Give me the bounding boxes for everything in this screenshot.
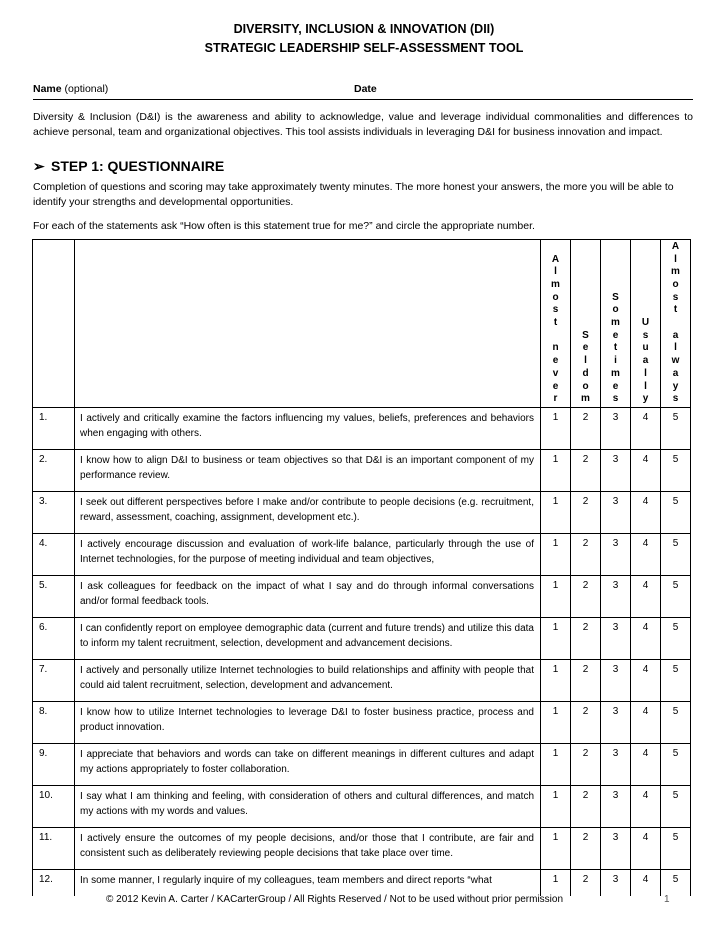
completion-paragraph: Completion of questions and scoring may take approximately twenty minutes. The more honest your answers, the more you will be able to identify your strengths and developmental opportunities.	[33, 181, 674, 208]
header-letter: r	[553, 393, 558, 405]
statement-number: 1.	[33, 408, 75, 450]
statement-text: I can confidently report on employee demographic data (current and future trends) and utilize this data to inform my talent recruitment, selection, development and advancement decisions.	[75, 618, 541, 660]
header-letter: o	[672, 278, 679, 290]
questionnaire-table	[32, 239, 691, 896]
score-option-5[interactable]: 5	[661, 702, 691, 744]
arrow-bullet-icon: ➢	[33, 158, 45, 174]
table-row	[33, 450, 691, 492]
score-option-4[interactable]: 4	[631, 786, 661, 828]
header-letter	[541, 330, 570, 343]
step-title: STEP 1: QUESTIONNAIRE	[51, 158, 225, 174]
score-option-3[interactable]: 3	[601, 870, 631, 897]
header-letter: m	[581, 393, 590, 405]
step-heading	[33, 158, 224, 175]
score-option-4[interactable]: 4	[631, 828, 661, 870]
header-letter: A	[671, 240, 680, 252]
header-letter: u	[642, 342, 649, 354]
header-letter	[661, 317, 690, 330]
header-statement-cell	[75, 240, 541, 408]
header-letter: s	[612, 393, 619, 405]
header-letter: s	[672, 291, 679, 303]
document-title: DIVERSITY, INCLUSION & INNOVATION (DII)	[233, 22, 495, 36]
statement-text: I say what I am thinking and feeling, with consideration of others and cultural differences, and match my actions with my words and values.	[75, 786, 541, 828]
header-num-cell	[33, 240, 75, 408]
header-letter: t	[673, 304, 678, 316]
score-option-2[interactable]: 2	[571, 576, 601, 618]
header-letter: e	[612, 329, 619, 341]
score-option-3[interactable]: 3	[601, 786, 631, 828]
score-option-1[interactable]: 1	[541, 618, 571, 660]
score-option-5[interactable]: 5	[661, 660, 691, 702]
statement-number: 3.	[33, 492, 75, 534]
header-letter: t	[613, 342, 618, 354]
table-row	[33, 828, 691, 870]
score-option-2[interactable]: 2	[571, 702, 601, 744]
copyright-footer: © 2012 Kevin A. Carter / KACarterGroup / All Rights Reserved / Not to be used without prior permission	[106, 894, 564, 905]
header-letter: a	[672, 367, 679, 379]
score-option-3[interactable]: 3	[601, 660, 631, 702]
statement-text: I actively and critically examine the factors influencing my values, beliefs, preferences and behaviors when engaging with others.	[75, 408, 541, 450]
score-option-1[interactable]: 1	[541, 450, 571, 492]
table-row	[33, 618, 691, 660]
name-optional-label: (optional)	[61, 83, 109, 95]
statement-text: I ask colleagues for feedback on the impact of what I say and do through informal conversations and/or formal feedback tools.	[75, 576, 541, 618]
table-header-row	[33, 240, 691, 408]
score-option-2[interactable]: 2	[571, 660, 601, 702]
name-date-line	[33, 83, 693, 100]
score-option-1[interactable]: 1	[541, 702, 571, 744]
score-option-3[interactable]: 3	[601, 492, 631, 534]
header-letter: a	[642, 355, 649, 367]
score-option-4[interactable]: 4	[631, 702, 661, 744]
table-row	[33, 576, 691, 618]
instruction-paragraph: For each of the statements ask “How often is this statement true for me?” and circle the appropriate number.	[33, 220, 535, 232]
header-letter: l	[644, 367, 647, 379]
statement-text: I actively encourage discussion and evaluation of work-life balance, particularly through the use of Internet technologies, for the purpose of meeting individual and team objectives,	[75, 534, 541, 576]
statement-number: 10.	[33, 786, 75, 828]
name-label: Name	[33, 83, 62, 95]
score-option-1[interactable]: 1	[541, 744, 571, 786]
score-option-5[interactable]: 5	[661, 450, 691, 492]
score-option-5[interactable]: 5	[661, 786, 691, 828]
score-option-4[interactable]: 4	[631, 534, 661, 576]
score-option-3[interactable]: 3	[601, 408, 631, 450]
score-option-3[interactable]: 3	[601, 744, 631, 786]
score-option-4[interactable]: 4	[631, 660, 661, 702]
score-option-3[interactable]: 3	[601, 618, 631, 660]
table-row	[33, 408, 691, 450]
statement-text: I actively ensure the outcomes of my people decisions, and/or those that I contribute, are fair and consistent such as deliberately reviewing people decisions that take place over time.	[75, 828, 541, 870]
score-option-5[interactable]: 5	[661, 744, 691, 786]
score-option-1[interactable]: 1	[541, 660, 571, 702]
header-letter: n	[552, 342, 559, 354]
header-letter: S	[612, 291, 619, 303]
header-letter: e	[612, 380, 619, 392]
rating-header-5	[661, 240, 691, 408]
score-option-1[interactable]: 1	[541, 408, 571, 450]
header-letter: o	[552, 291, 559, 303]
header-letter: S	[582, 329, 589, 341]
header-letter: U	[641, 317, 650, 329]
table-row	[33, 870, 691, 897]
score-option-5[interactable]: 5	[661, 492, 691, 534]
score-option-1[interactable]: 1	[541, 492, 571, 534]
header-letter: d	[582, 367, 589, 379]
header-letter: e	[552, 355, 559, 367]
score-option-4[interactable]: 4	[631, 744, 661, 786]
rating-header-4	[631, 240, 661, 408]
score-option-4[interactable]: 4	[631, 450, 661, 492]
header-letter: y	[642, 393, 649, 405]
statement-number: 8.	[33, 702, 75, 744]
score-option-3[interactable]: 3	[601, 534, 631, 576]
score-option-4[interactable]: 4	[631, 492, 661, 534]
score-option-2[interactable]: 2	[571, 744, 601, 786]
score-option-1[interactable]: 1	[541, 534, 571, 576]
statement-number: 6.	[33, 618, 75, 660]
header-letter: l	[674, 253, 677, 265]
score-option-4[interactable]: 4	[631, 618, 661, 660]
header-letter: s	[552, 304, 559, 316]
score-option-5[interactable]: 5	[661, 576, 691, 618]
statement-number: 9.	[33, 744, 75, 786]
score-option-2[interactable]: 2	[571, 828, 601, 870]
score-option-1[interactable]: 1	[541, 870, 571, 897]
header-letter: l	[584, 355, 587, 367]
header-letter: l	[554, 266, 557, 278]
score-option-5[interactable]: 5	[661, 828, 691, 870]
statement-text: I know how to utilize Internet technologies to leverage D&I to foster business practice, process and product innovation.	[75, 702, 541, 744]
table-row	[33, 534, 691, 576]
header-letter: m	[611, 367, 620, 379]
header-letter: s	[642, 329, 649, 341]
header-letter: v	[552, 367, 559, 379]
header-letter: m	[671, 266, 680, 278]
score-option-4[interactable]: 4	[631, 408, 661, 450]
table-row	[33, 492, 691, 534]
score-option-3[interactable]: 3	[601, 450, 631, 492]
score-option-5[interactable]: 5	[661, 870, 691, 897]
statement-text: I seek out different perspectives before I make and/or contribute to people decisions (e.g. recruitment, reward, assessment, coaching, assignment, development etc.).	[75, 492, 541, 534]
score-option-5[interactable]: 5	[661, 408, 691, 450]
header-letter: m	[611, 317, 620, 329]
score-option-1[interactable]: 1	[541, 786, 571, 828]
score-option-4[interactable]: 4	[631, 870, 661, 897]
score-option-2[interactable]: 2	[571, 450, 601, 492]
rating-header-1	[541, 240, 571, 408]
statement-number: 4.	[33, 534, 75, 576]
statement-number: 2.	[33, 450, 75, 492]
score-option-3[interactable]: 3	[601, 702, 631, 744]
statement-text: I actively and personally utilize Internet technologies to build relationships and affinity with people that could aid talent recruitment, selection, development and advancement.	[75, 660, 541, 702]
rating-header-2	[571, 240, 601, 408]
header-letter: e	[552, 380, 559, 392]
score-option-4[interactable]: 4	[631, 576, 661, 618]
table-row	[33, 786, 691, 828]
header-letter: y	[672, 380, 679, 392]
statement-number: 7.	[33, 660, 75, 702]
header-letter: s	[672, 393, 679, 405]
score-option-1[interactable]: 1	[541, 828, 571, 870]
score-option-2[interactable]: 2	[571, 408, 601, 450]
header-letter: i	[614, 355, 617, 367]
table-row	[33, 702, 691, 744]
header-letter: l	[644, 380, 647, 392]
header-letter: a	[672, 329, 679, 341]
score-option-2[interactable]: 2	[571, 534, 601, 576]
header-letter: e	[582, 342, 589, 354]
date-label: Date	[354, 83, 377, 95]
header-letter: w	[671, 355, 680, 367]
score-option-1[interactable]: 1	[541, 576, 571, 618]
statement-number: 12.	[33, 870, 75, 897]
statement-number: 5.	[33, 576, 75, 618]
header-letter: o	[582, 380, 589, 392]
page-number: 1	[664, 894, 670, 905]
score-option-5[interactable]: 5	[661, 534, 691, 576]
header-letter: t	[553, 317, 558, 329]
score-option-2[interactable]: 2	[571, 618, 601, 660]
table-row	[33, 744, 691, 786]
header-letter: o	[612, 304, 619, 316]
statement-number: 11.	[33, 828, 75, 870]
header-letter: m	[551, 278, 560, 290]
statement-text: I appreciate that behaviors and words can take on different meanings in different cultures and adapt my actions appropriately to foster collaboration.	[75, 744, 541, 786]
document-subtitle: STRATEGIC LEADERSHIP SELF-ASSESSMENT TOOL	[204, 41, 524, 55]
header-letter: l	[674, 342, 677, 354]
statement-text: In some manner, I regularly inquire of my colleagues, team members and direct reports “what	[75, 870, 541, 897]
score-option-3[interactable]: 3	[601, 576, 631, 618]
score-option-3[interactable]: 3	[601, 828, 631, 870]
score-option-2[interactable]: 2	[571, 870, 601, 897]
table-row	[33, 660, 691, 702]
rating-header-3	[601, 240, 631, 408]
score-option-5[interactable]: 5	[661, 618, 691, 660]
header-letter: A	[551, 253, 560, 265]
score-option-2[interactable]: 2	[571, 786, 601, 828]
statement-text: I know how to align D&I to business or team objectives so that D&I is an important component of my performance review.	[75, 450, 541, 492]
intro-paragraph: Diversity & Inclusion (D&I) is the awareness and ability to acknowledge, value and leverage individual commonalities and differences to achieve personal, team and organizational objectives. This tool assists individuals in leveraging D&I for business innovation and impact.	[33, 111, 693, 138]
score-option-2[interactable]: 2	[571, 492, 601, 534]
